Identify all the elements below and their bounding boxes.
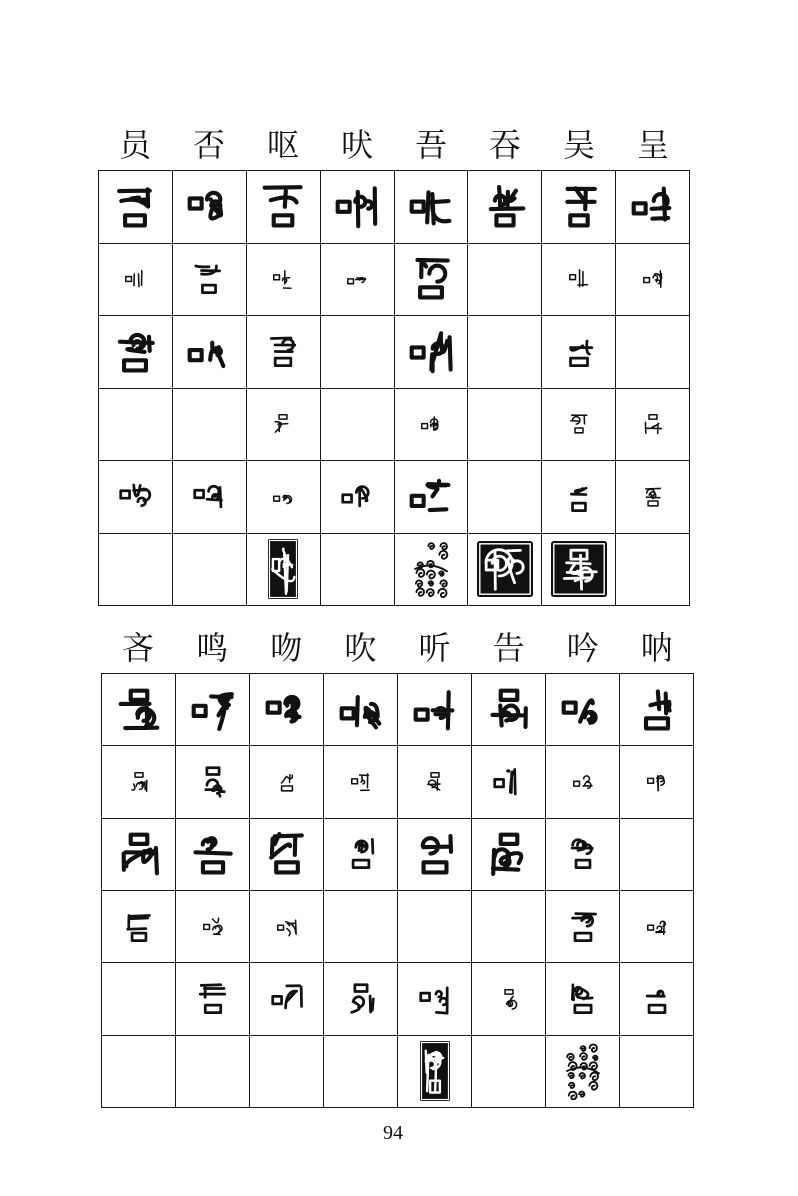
table-2-header-row — [101, 628, 694, 668]
seal-script-large-icon — [556, 184, 602, 230]
seal-script-medium-icon — [566, 982, 600, 1016]
table-cell — [250, 746, 323, 817]
seal-script-large-icon — [408, 474, 454, 520]
column-header-char: 吠 — [340, 127, 373, 163]
table-cell — [395, 316, 468, 388]
column-header-char: 告 — [492, 630, 525, 666]
table-1-header-row — [98, 125, 690, 165]
seal-script-medium-icon — [344, 982, 378, 1016]
table-cell — [321, 461, 394, 533]
table-cell — [620, 1036, 693, 1107]
seal-script-medium-icon — [118, 480, 152, 514]
column-header-char: 员 — [118, 127, 151, 163]
table-cell — [247, 244, 320, 316]
seal-script-large-icon — [486, 831, 532, 877]
table-cell — [173, 171, 246, 243]
table-cell — [173, 389, 246, 461]
table-cell — [99, 171, 172, 243]
seal-script-large-icon — [334, 184, 380, 230]
seal-script-large-icon — [112, 329, 158, 375]
table-cell — [398, 674, 471, 745]
page-number: 94 — [383, 1122, 403, 1144]
table-cell — [472, 1036, 545, 1107]
table-cell — [398, 963, 471, 1034]
table-cell — [250, 963, 323, 1034]
seal-script-small-icon — [642, 268, 664, 290]
table-cell — [250, 674, 323, 745]
seal-script-small-icon — [128, 771, 150, 793]
seal-script-medium-icon — [340, 480, 374, 514]
seal-script-medium-icon — [418, 982, 452, 1016]
table-cell — [546, 963, 619, 1034]
seal-script-medium-icon — [566, 837, 600, 871]
seal-script-small-icon — [568, 413, 590, 435]
table-cell — [324, 674, 397, 745]
table-cell — [616, 461, 689, 533]
seal-script-large-icon — [560, 687, 606, 733]
table-cell — [546, 674, 619, 745]
seal-script-large-icon — [486, 687, 532, 733]
table-cell — [546, 891, 619, 962]
column-header-char: 呈 — [636, 127, 669, 163]
seal-script-medium-icon — [192, 262, 226, 296]
seal-script-large-icon — [338, 687, 384, 733]
table-cell — [176, 819, 249, 890]
table-cell — [542, 244, 615, 316]
table-cell — [542, 316, 615, 388]
table-cell — [99, 461, 172, 533]
table-cell — [468, 244, 541, 316]
table-cell — [176, 674, 249, 745]
table-cell — [250, 1036, 323, 1107]
seal-script-small-icon — [276, 771, 298, 793]
table-cell — [468, 461, 541, 533]
column-header-char: 呐 — [640, 630, 673, 666]
table-cell — [324, 891, 397, 962]
seal-script-medium-icon — [196, 765, 230, 799]
table-cell — [324, 1036, 397, 1107]
seal-script-medium-icon — [344, 837, 378, 871]
seal-stamp-tall-icon — [268, 538, 298, 600]
seal-script-medium-icon — [196, 982, 230, 1016]
table-cell — [616, 171, 689, 243]
table-cell — [620, 891, 693, 962]
table-cell — [620, 963, 693, 1034]
table-cell — [173, 244, 246, 316]
seal-script-small-icon — [202, 916, 224, 938]
seal-script-medium-icon — [562, 480, 596, 514]
table-cell — [472, 819, 545, 890]
table-cell — [616, 316, 689, 388]
table-cell — [398, 891, 471, 962]
table-cell — [324, 819, 397, 890]
seal-script-large-icon — [260, 184, 306, 230]
seal-stamp-icon — [477, 541, 533, 597]
table-cell — [102, 746, 175, 817]
seal-script-large-icon — [186, 184, 232, 230]
table-cell — [616, 244, 689, 316]
seal-script-medium-icon — [270, 982, 304, 1016]
table-cell — [247, 316, 320, 388]
column-header-char: 否 — [192, 127, 225, 163]
seal-script-small-icon — [124, 268, 146, 290]
seal-script-medium-icon — [562, 335, 596, 369]
table-cell — [173, 534, 246, 606]
table-cell — [472, 674, 545, 745]
seal-script-table-2 — [101, 673, 694, 1108]
seal-stamp-icon — [551, 541, 607, 597]
table-cell — [321, 171, 394, 243]
seal-script-small-icon — [646, 916, 668, 938]
seal-script-large-icon — [190, 687, 236, 733]
column-header-char: 吞 — [488, 127, 521, 163]
table-cell — [173, 461, 246, 533]
table-cell — [247, 171, 320, 243]
table-cell — [468, 171, 541, 243]
table-cell — [616, 534, 689, 606]
column-header-char: 吟 — [566, 630, 599, 666]
table-cell — [176, 1036, 249, 1107]
seal-script-large-icon — [408, 329, 454, 375]
seal-script-large-icon — [186, 329, 232, 375]
table-cell — [398, 819, 471, 890]
table-cell — [542, 461, 615, 533]
column-header-char: 鸣 — [196, 630, 229, 666]
table-cell — [102, 963, 175, 1034]
table-cell — [395, 461, 468, 533]
seal-script-small-icon — [572, 771, 594, 793]
table-cell — [620, 819, 693, 890]
table-cell — [620, 674, 693, 745]
table-cell — [395, 244, 468, 316]
table-cell — [620, 746, 693, 817]
seal-script-medium-icon — [266, 335, 300, 369]
table-cell — [99, 316, 172, 388]
seal-script-large-icon — [190, 831, 236, 877]
table-cell — [99, 389, 172, 461]
table-cell — [324, 746, 397, 817]
seal-script-small-icon — [498, 988, 520, 1010]
seal-script-medium-icon — [640, 982, 674, 1016]
seal-script-small-icon — [642, 486, 664, 508]
column-header-char: 吾 — [414, 127, 447, 163]
seal-script-small-icon — [646, 771, 668, 793]
table-cell — [321, 534, 394, 606]
table-cell — [102, 674, 175, 745]
table-cell — [472, 891, 545, 962]
seal-script-medium-icon — [122, 910, 156, 944]
table-cell — [395, 534, 468, 606]
table-cell — [321, 244, 394, 316]
table-cell — [472, 963, 545, 1034]
table-cell — [250, 819, 323, 890]
table-cell — [616, 389, 689, 461]
table-cell — [321, 389, 394, 461]
seal-script-large-icon — [634, 687, 680, 733]
table-cell — [176, 963, 249, 1034]
seal-script-medium-icon — [492, 765, 526, 799]
seal-script-small-icon — [272, 486, 294, 508]
table-cell — [542, 389, 615, 461]
table-cell — [176, 891, 249, 962]
column-header-char: 吻 — [270, 630, 303, 666]
table-cell — [398, 1036, 471, 1107]
table-cell — [546, 819, 619, 890]
seal-script-large-icon — [482, 184, 528, 230]
table-cell — [102, 1036, 175, 1107]
column-header-char: 呕 — [266, 127, 299, 163]
seal-script-small-icon — [272, 413, 294, 435]
seal-script-small-icon — [424, 771, 446, 793]
seal-script-medium-icon — [192, 480, 226, 514]
table-cell — [99, 534, 172, 606]
seal-script-small-icon — [642, 413, 664, 435]
table-cell — [468, 316, 541, 388]
seal-script-small-icon — [276, 916, 298, 938]
column-header-char: 吹 — [344, 630, 377, 666]
seal-script-large-icon — [412, 831, 458, 877]
table-cell — [99, 244, 172, 316]
seal-script-large-icon — [264, 831, 310, 877]
table-cell — [324, 963, 397, 1034]
seal-script-small-icon — [272, 268, 294, 290]
seal-script-small-icon — [568, 268, 590, 290]
table-cell — [468, 534, 541, 606]
column-header-char: 吝 — [122, 630, 155, 666]
table-cell — [176, 746, 249, 817]
seal-script-large-icon — [408, 184, 454, 230]
table-cell — [542, 534, 615, 606]
seal-script-ornate-icon — [412, 540, 450, 598]
seal-script-large-icon — [412, 687, 458, 733]
table-cell — [546, 1036, 619, 1107]
table-cell — [321, 316, 394, 388]
seal-script-table-1 — [98, 170, 690, 606]
table-cell — [173, 316, 246, 388]
column-header-char: 吴 — [562, 127, 595, 163]
table-cell — [247, 461, 320, 533]
seal-script-large-icon — [116, 687, 162, 733]
table-cell — [247, 389, 320, 461]
column-header-char: 听 — [418, 630, 451, 666]
table-cell — [398, 746, 471, 817]
table-cell — [472, 746, 545, 817]
table-cell — [395, 171, 468, 243]
seal-script-medium-icon — [566, 910, 600, 944]
seal-script-large-icon — [264, 687, 310, 733]
seal-script-large-icon — [112, 184, 158, 230]
seal-script-small-icon — [420, 413, 442, 435]
seal-script-ornate-icon — [564, 1042, 602, 1100]
table-cell — [395, 389, 468, 461]
table-cell — [468, 389, 541, 461]
table-cell — [250, 891, 323, 962]
seal-script-large-icon — [116, 831, 162, 877]
seal-script-small-icon — [346, 268, 368, 290]
table-cell — [247, 534, 320, 606]
seal-stamp-tall-icon — [420, 1040, 450, 1102]
table-cell — [546, 746, 619, 817]
seal-script-large-icon — [408, 256, 454, 302]
table-cell — [102, 891, 175, 962]
seal-script-small-icon — [350, 771, 372, 793]
table-cell — [102, 819, 175, 890]
seal-script-large-icon — [630, 184, 676, 230]
table-cell — [542, 171, 615, 243]
